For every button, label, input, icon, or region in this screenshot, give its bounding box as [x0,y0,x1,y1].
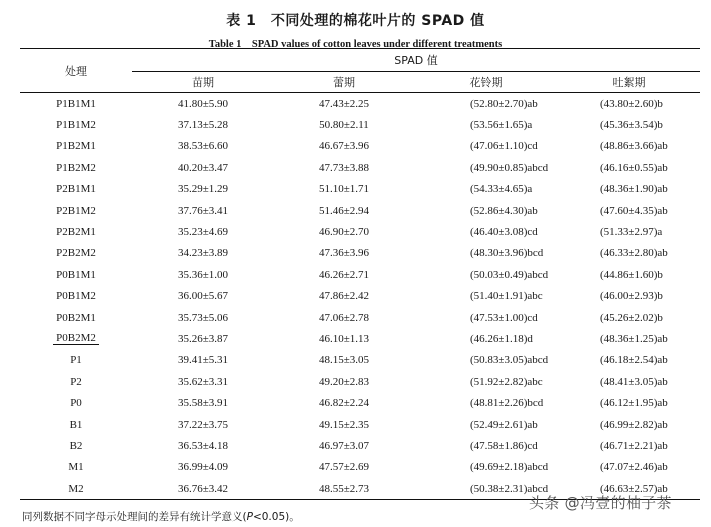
cell-bud: 46.10±1.13 [318,332,370,345]
footnote-p-symbol: P [246,511,253,523]
footnote-text-prefix: 同列数据不同字母示处理间的差异有统计学意义( [22,511,247,523]
table-row [20,93,700,115]
row-label-text: P2B2M2 [56,247,96,260]
cell-bud: 51.10±1.71 [318,183,370,196]
table-row [20,114,700,135]
cell-boll-opening: (45.26±2.02)b [600,311,663,324]
cell-flowering-boll: (47.06±1.10)cd [470,140,538,153]
row-label-text: P2B1M2 [56,204,96,217]
cell-flowering-boll: (51.40±1.91)abc [470,290,543,303]
row-label [20,243,132,264]
row-label [20,350,132,371]
row-label-text: P2B2M1 [56,226,96,239]
cell-seedling: 39.41±5.31 [177,354,229,367]
cell-seedling: 35.29±1.29 [177,183,229,196]
table-row [20,179,700,200]
cell-seedling: 36.76±3.42 [132,478,274,500]
cell-seedling: 38.53±6.60 [177,140,229,153]
header-period-flowering-boll: 花铃期 [414,72,558,93]
footnote-text-suffix: <0.05)。 [252,511,300,523]
row-label [20,200,132,221]
cell-bud: 46.90±2.70 [318,226,370,239]
cell-flowering-boll: (48.30±3.96)bcd [470,247,544,260]
cell-seedling: 37.22±3.75 [177,418,229,431]
cell-flowering-boll: (51.92±2.82)abc [470,375,543,388]
table-body [20,93,700,500]
cell-boll-opening: (45.36±3.54)b [600,119,663,132]
cell-seedling: 37.76±3.41 [177,204,229,217]
cell-bud: 47.57±2.69 [318,461,370,474]
header-period-boll-opening: 吐絮期 [558,72,700,93]
table-row [20,307,700,328]
cell-boll-opening: (44.86±1.60)b [600,268,663,281]
cell-bud: 47.86±2.42 [318,290,370,303]
row-label-text: P0 [70,397,82,410]
cell-flowering-boll: (54.33±4.65)a [470,183,533,196]
table-row [20,221,700,242]
table-title-en: Table 1 SPAD values of cotton leaves under different treatments [208,39,503,50]
cell-seedling: 35.62±3.31 [177,375,229,388]
row-label-text: P0B1M1 [56,268,96,281]
table-row [20,371,700,392]
table-row [20,286,700,307]
row-label-text: B2 [69,439,83,452]
header-treatment: 处理 [20,49,132,93]
row-label-text: P0B2M1 [56,311,96,324]
cell-bud: 47.43±2.25 [318,97,370,110]
cell-flowering-boll: (52.80±2.70)ab [470,97,538,110]
table-row [20,264,700,285]
row-label [20,179,132,200]
cell-flowering-boll: (47.58±1.86)cd [470,439,538,452]
row-label [20,328,132,349]
cell-boll-opening: (46.18±2.54)ab [600,354,668,367]
row-label-text: B1 [69,418,83,431]
table-title-cn: 表 1 不同处理的棉花叶片的 SPAD 值 [226,13,485,29]
cell-seedling: 40.20±3.47 [177,161,229,174]
cell-seedling: 36.53±4.18 [177,439,229,452]
cell-seedling: 36.99±4.09 [177,461,229,474]
header-period-bud: 蕾期 [274,72,414,93]
cell-seedling: 35.26±3.87 [177,332,229,345]
cell-flowering-boll: (50.03±0.49)abcd [470,268,549,281]
row-label [20,371,132,392]
row-label [20,93,132,115]
cell-seedling: 41.80±5.90 [177,97,229,110]
row-label-text: M1 [68,461,84,474]
cell-boll-opening: (46.16±0.55)ab [600,161,668,174]
cell-seedling: 37.13±5.28 [177,119,229,132]
cell-flowering-boll: (47.53±1.00)cd [470,311,538,324]
table-row [20,457,700,478]
row-label-text: P2B1M1 [56,183,96,196]
cell-boll-opening: (46.12±1.95)ab [600,397,668,410]
row-label [20,457,132,478]
table-row [20,435,700,456]
row-label [20,435,132,456]
table-row [20,392,700,413]
cell-bud: 46.97±3.07 [318,439,370,452]
cell-bud: 49.15±2.35 [318,418,370,431]
cell-boll-opening: (46.99±2.82)ab [600,418,668,431]
cell-flowering-boll: (46.26±1.18)d [470,332,533,345]
row-label-text: P0B2M2 [53,332,99,345]
cell-bud: 49.20±2.83 [318,375,370,388]
cell-flowering-boll: (49.69±2.18)abcd [470,461,549,474]
cell-seedling: 35.58±3.91 [177,397,229,410]
row-label [20,157,132,178]
header-period-seedling: 苗期 [132,72,274,93]
row-label [20,221,132,242]
table-row [20,157,700,178]
table-row [20,243,700,264]
cell-flowering-boll: (52.86±4.30)ab [470,204,538,217]
cell-flowering-boll: (52.49±2.61)ab [470,418,538,431]
table-row [20,350,700,371]
row-label [20,392,132,413]
cell-boll-opening: (48.86±3.66)ab [600,140,668,153]
row-label-text: P1B2M1 [56,140,96,153]
cell-boll-opening: (48.36±1.25)ab [600,332,668,345]
table-row [20,414,700,435]
spad-table [20,48,700,500]
row-label [20,414,132,435]
cell-boll-opening: (46.00±2.93)b [600,290,663,303]
cell-flowering-boll: (46.40±3.08)cd [470,226,538,239]
row-label [20,114,132,135]
cell-flowering-boll: (53.56±1.65)a [470,119,533,132]
row-label-text: P2 [70,375,82,388]
cell-boll-opening: (46.33±2.80)ab [600,247,668,260]
row-label-text: P1B2M2 [56,161,96,174]
table-footnote [22,509,300,524]
cell-boll-opening: (46.63±2.57)ab [558,478,700,500]
cell-boll-opening: (48.36±1.90)ab [600,183,668,196]
cell-boll-opening: (48.41±3.05)ab [600,375,668,388]
row-label [20,307,132,328]
row-label [20,478,132,500]
cell-seedling: 35.23±4.69 [177,226,229,239]
cell-boll-opening: (51.33±2.97)a [600,226,663,239]
cell-bud: 51.46±2.94 [318,204,370,217]
cell-bud: 48.15±3.05 [318,354,370,367]
cell-flowering-boll: (50.83±3.05)abcd [470,354,549,367]
cell-boll-opening: (43.80±2.60)b [600,97,663,110]
cell-boll-opening: (47.60±4.35)ab [600,204,668,217]
cell-bud: 47.06±2.78 [318,311,370,324]
row-label-text: P1B1M2 [56,119,96,132]
header-spad: SPAD 值 [132,49,700,72]
cell-flowering-boll: (50.38±2.31)abcd [414,478,558,500]
cell-bud: 48.55±2.73 [274,478,414,500]
cell-seedling: 35.73±5.06 [177,311,229,324]
row-label-text: P1 [70,354,82,367]
row-label-text: P1B1M1 [56,97,96,110]
cell-flowering-boll: (49.90±0.85)abcd [470,161,549,174]
cell-boll-opening: (47.07±2.46)ab [600,461,668,474]
cell-seedling: 35.36±1.00 [177,268,229,281]
cell-boll-opening: (46.71±2.21)ab [600,439,668,452]
row-label [20,264,132,285]
cell-bud: 46.26±2.71 [318,268,370,281]
row-label-text: P0B1M2 [56,290,96,303]
row-label [20,136,132,157]
row-label-text: M2 [68,482,84,495]
table-row [20,200,700,221]
cell-bud: 46.67±3.96 [318,140,370,153]
cell-bud: 46.82±2.24 [318,397,370,410]
watermark-text: 头条 @冯壹的柚子茶 [529,494,672,512]
cell-flowering-boll: (48.81±2.26)bcd [470,397,544,410]
cell-bud: 47.73±3.88 [318,161,370,174]
cell-seedling: 36.00±5.67 [177,290,229,303]
cell-seedling: 34.23±3.89 [177,247,229,260]
cell-bud: 47.36±3.96 [318,247,370,260]
table-row [20,136,700,157]
table-row [20,328,700,349]
row-label [20,286,132,307]
cell-bud: 50.80±2.11 [319,119,369,132]
